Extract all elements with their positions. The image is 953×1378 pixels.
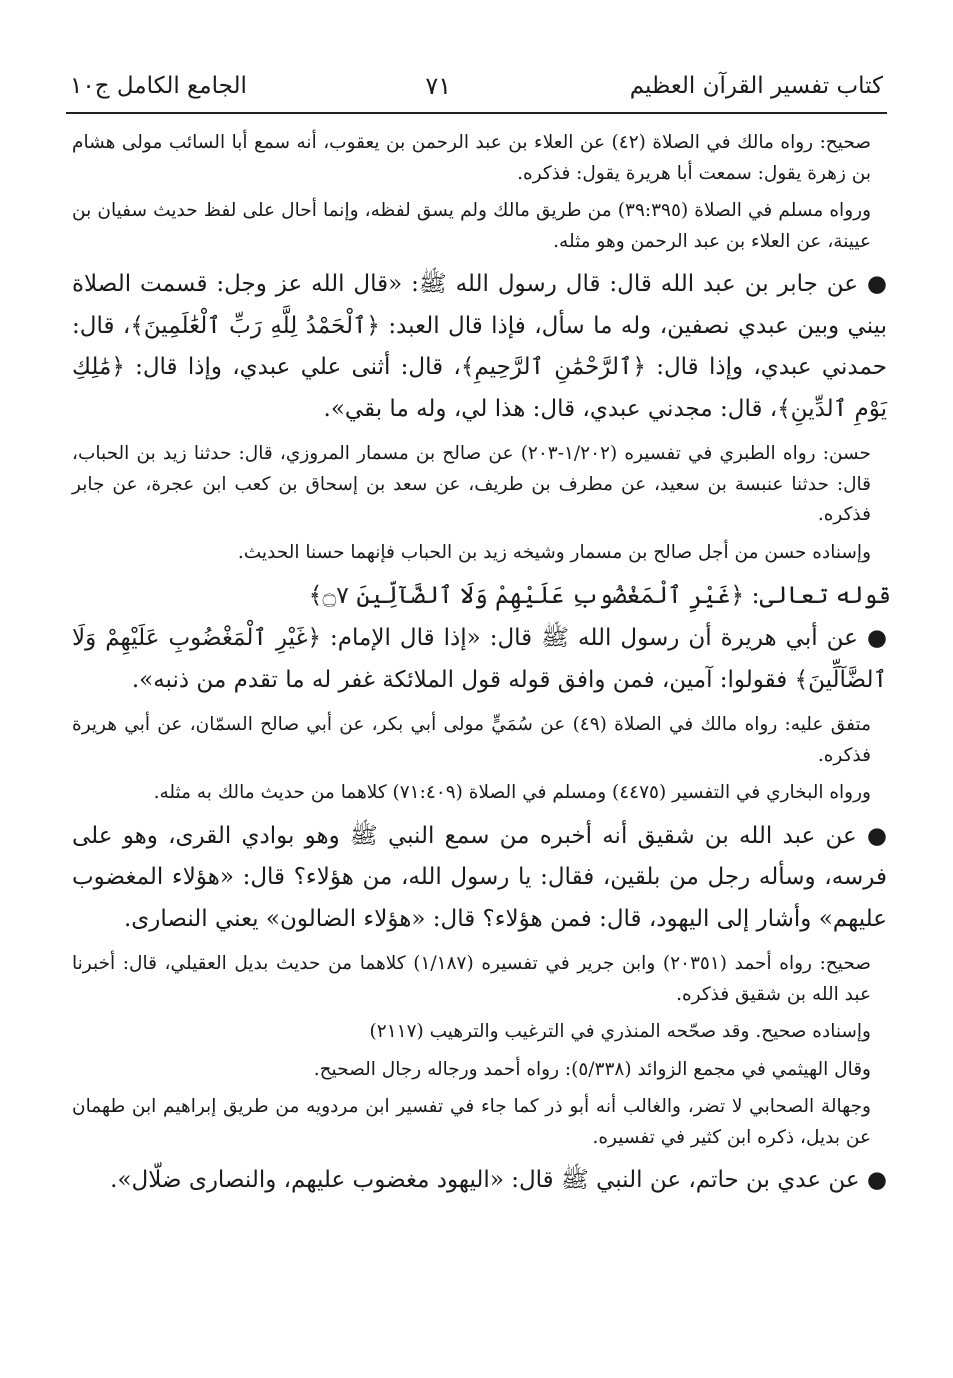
takhrij-note: صحيح: رواه أحمد (٢٠٣٥١) وابن جرير في تفسيره (١/١٨٧) كلاهما من حديث بديل العقيلي، قال: أخبرنا عبد الله بن شقيق فذكره. xyxy=(72,953,871,1005)
takhrij-note: متفق عليه: رواه مالك في الصلاة (٤٩) عن سُمَيٍّ مولى أبي بكر، عن أبي صالح السمّان، عن أبي هريرة فذكره. xyxy=(72,714,871,766)
hadith-paragraph: ● عن أبي هريرة أن رسول الله ﷺ قال: «إذا قال الإمام: ﴿غَيْرِ ٱلْمَغْضُوبِ عَلَيْهِمْ وَلَا ٱلضَّآلِّينَ﴾ فقولوا: آمين، فمن وافق قوله قول الملائكة غفر له ما تقدم من ذنبه». xyxy=(72,625,887,693)
hadith-paragraph: ● عن عدي بن حاتم، عن النبي ﷺ قال: «اليهود مغضوب عليهم، والنصارى ضلّال». xyxy=(110,1167,887,1193)
verse-heading: قوله تعالى: ﴿غَيْرِ ٱلْمَغْضُوبِ عَلَيْهِمْ وَلَا ٱلضَّآلِّينَ ۝٧﴾ xyxy=(308,581,891,609)
takhrij-note: حسن: رواه الطبري في تفسيره (١/٢٠٢-٢٠٣) عن صالح بن مسمار المروزي، قال: حدثنا زيد بن الحباب، قال: حدثنا عنبسة بن سعيد، عن مطرف بن طريف، عن سعد بن إسحاق بن كعب ابن عجرة، عن جابر فذكره. xyxy=(72,443,871,525)
volume-title: الجامع الكامل ج١٠ xyxy=(70,73,247,99)
takhrij-note: ورواه البخاري في التفسير (٤٤٧٥) ومسلم في الصلاة (٧١:٤٠٩) كلاهما من حديث مالك به مثله. xyxy=(153,782,871,803)
takhrij-note: وقال الهيثمي في مجمع الزوائد (٥/٣٣٨): رواه أحمد ورجاله رجال الصحيح. xyxy=(313,1058,871,1080)
takhrij-note: وجهالة الصحابي لا تضر، والغالب أنه أبو ذر كما جاء في تفسير ابن مردويه من طريق إبراهيم ابن طهمان عن بديل، ذكره ابن كثير في تفسيره. xyxy=(72,1096,871,1148)
takhrij-note: وإسناده صحيح. وقد صحّحه المنذري في الترغيب والترهيب (٢١١٧) xyxy=(369,1021,871,1042)
header-rule xyxy=(66,112,887,114)
takhrij-note: ورواه مسلم في الصلاة (٣٩:٣٩٥) من طريق مالك ولم يسق لفظه، وإنما أحال على لفظ حديث سفيان بن عيينة، عن العلاء بن عبد الرحمن وهو مثله. xyxy=(72,200,872,252)
page-header xyxy=(70,66,883,106)
page-number: ٧١ xyxy=(425,72,452,100)
takhrij-note: وإسناده حسن من أجل صالح بن مسمار وشيخه زيد بن الحباب فإنهما حسنا الحديث. xyxy=(237,541,871,563)
hadith-paragraph: ● عن عبد الله بن شقيق أنه أخبره من سمع النبي ﷺ وهو بوادي القرى، وهو على فرسه، وسأله رجل من بلقين، فقال: يا رسول الله، من هؤلاء؟ قال: «هؤلاء المغضوب عليهم» وأشار إلى اليهود، قال: فمن هؤلاء؟ قال: «هؤلاء الضالون» يعني النصارى. xyxy=(72,822,887,932)
takhrij-note: صحيح: رواه مالك في الصلاة (٤٢) عن العلاء بن عبد الرحمن بن يعقوب، أنه سمع أبا السائب مولى هشام بن زهرة يقول: سمعت أبا هريرة يقول: فذكره. xyxy=(72,132,871,184)
page-body xyxy=(72,128,891,1211)
book-title: كتاب تفسير القرآن العظيم xyxy=(629,73,883,99)
hadith-paragraph: ● عن جابر بن عبد الله قال: قال رسول الله ﷺ: «قال الله عز وجل: قسمت الصلاة بيني وبين عبدي نصفين، وله ما سأل، فإذا قال العبد: ﴿ٱلْحَمْدُ لِلَّهِ رَبِّ ٱلْعَٰلَمِينَ﴾، قال: حمدني عبدي، وإذا قال: ﴿ٱلرَّحْمَٰنِ ٱلرَّحِيمِ﴾، قال: أثنى علي عبدي، وإذا قال: ﴿مَٰلِكِ يَوْمِ ٱلدِّينِ﴾، قال: مجدني عبدي، قال: هذا لي، وله ما بقي». xyxy=(72,271,887,422)
